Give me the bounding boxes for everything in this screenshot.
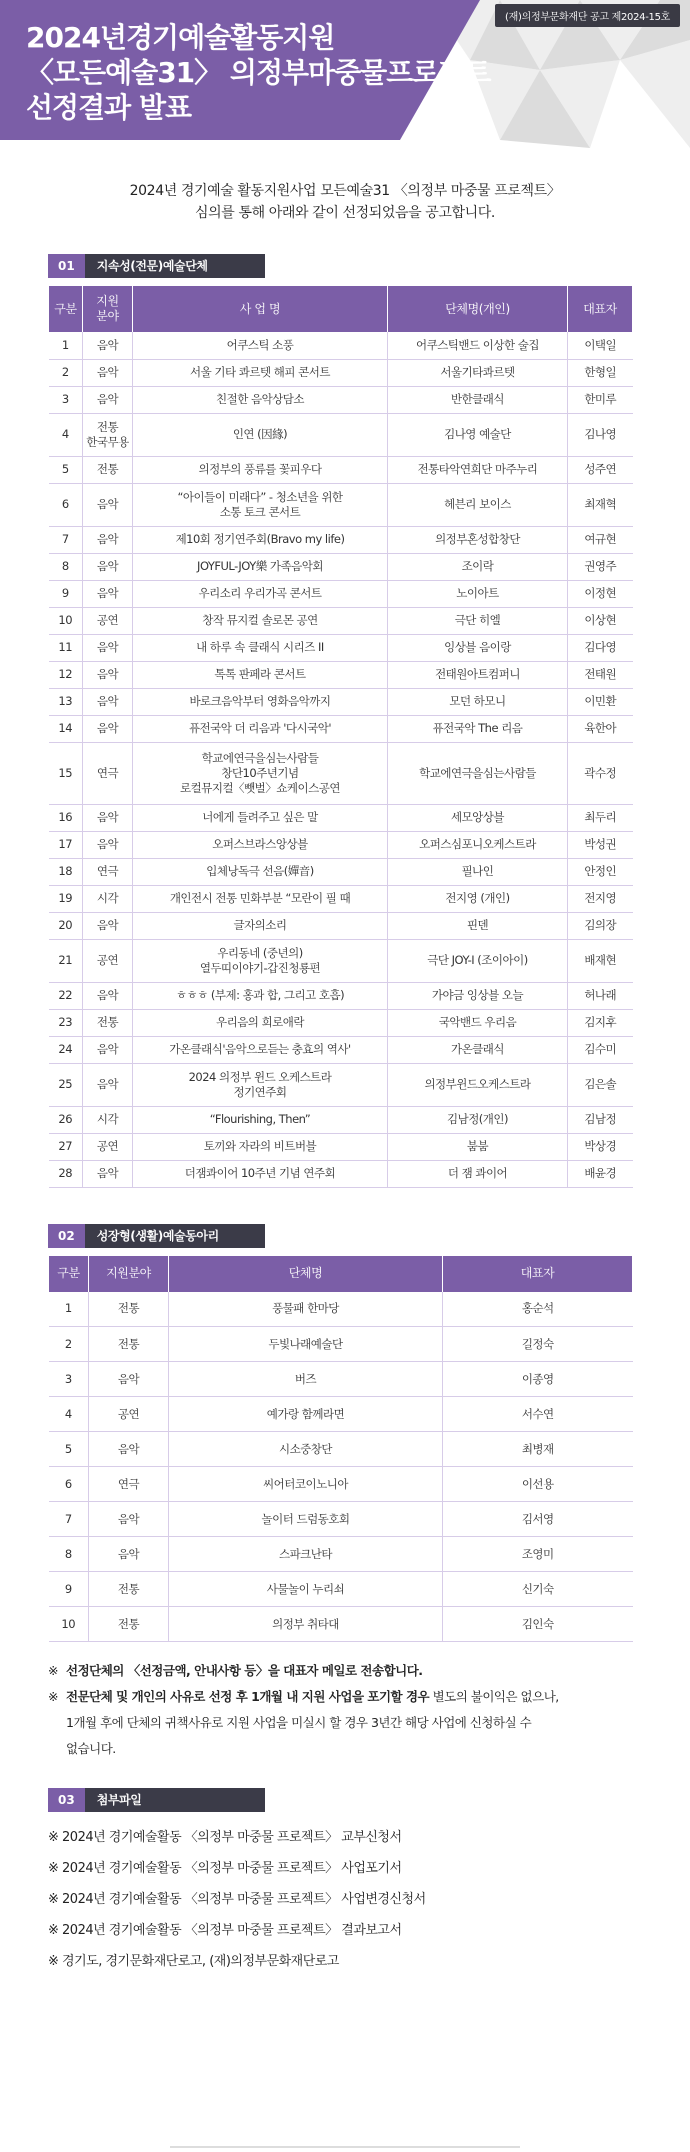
table-row (49, 634, 633, 661)
section-title: 성장형(생활)예술동아리 (85, 1224, 265, 1248)
table-cell: 28 (49, 1160, 83, 1187)
table-row (49, 1362, 633, 1397)
header-banner (0, 0, 690, 148)
column-header: 지원분야 (89, 1256, 169, 1292)
table-cell: 음악 (83, 804, 133, 831)
table-cell: 성주연 (568, 456, 633, 483)
table-cell: 제10회 정기연주회(Bravo my life) (133, 526, 388, 553)
table-cell: 예가랑 함께라면 (169, 1397, 443, 1432)
table-cell: 전통 한국무용 (83, 413, 133, 456)
table-cell: 24 (49, 1036, 83, 1063)
table-cell: 시소중창단 (169, 1432, 443, 1467)
table-cell: 가야금 잉상블 오늘 (388, 982, 568, 1009)
table-cell: JOYFUL-JOY樂 가족음악회 (133, 553, 388, 580)
table-row (49, 483, 633, 526)
table-cell: 스파크난타 (169, 1537, 443, 1572)
table-cell: 전지영 (개인) (388, 885, 568, 912)
table-cell: 시각 (83, 885, 133, 912)
table-row (49, 1009, 633, 1036)
table-cell: 8 (49, 553, 83, 580)
table-cell: 공연 (83, 1133, 133, 1160)
table-cell: 25 (49, 1063, 83, 1106)
attachment-list (48, 1822, 690, 1977)
table-row (49, 742, 633, 804)
table-cell: 바로크음악부터 영화음악까지 (133, 688, 388, 715)
table-cell: 두빛나래예술단 (169, 1327, 443, 1362)
table-cell: 세모앙상블 (388, 804, 568, 831)
title-line-3: 선정결과 발표 (26, 91, 192, 124)
table-cell: 음악 (83, 553, 133, 580)
table-row (49, 526, 633, 553)
intro-text (0, 180, 690, 224)
table-cell: 곽수정 (568, 742, 633, 804)
table-cell: 음악 (83, 634, 133, 661)
table-cell: 창작 뮤지컬 솔로몬 공연 (133, 607, 388, 634)
table-cell: 4 (49, 1397, 89, 1432)
table-cell: 김서영 (443, 1502, 633, 1537)
table-cell: 풍물패 한마당 (169, 1292, 443, 1327)
table-row (49, 1537, 633, 1572)
table-row (49, 885, 633, 912)
table-cell: 전통 (89, 1607, 169, 1642)
note-2-bold: 전문단체 및 개인의 사유로 선정 후 1개월 내 지원 사업을 포기할 경우 (66, 1689, 430, 1704)
title-line-1: 2024년경기예술활동지원 (26, 21, 335, 54)
table-cell: 음악 (83, 715, 133, 742)
table-cell: 공연 (83, 607, 133, 634)
table-cell: 국악밴드 우리음 (388, 1009, 568, 1036)
table-row (49, 982, 633, 1009)
table-cell: 17 (49, 831, 83, 858)
table-row (49, 912, 633, 939)
table-cell: 전통 (89, 1292, 169, 1327)
table-cell: 음악 (83, 332, 133, 359)
table-cell: 홍순석 (443, 1292, 633, 1327)
column-header: 대표자 (568, 286, 633, 332)
table-cell: 연극 (83, 742, 133, 804)
table-cell: 20 (49, 912, 83, 939)
table-row (49, 939, 633, 982)
table-cell: 1 (49, 1292, 89, 1327)
table-row (49, 359, 633, 386)
professional-groups-table (48, 286, 633, 1188)
column-header: 단체명(개인) (388, 286, 568, 332)
table-cell: 어쿠스틱밴드 이상한 술집 (388, 332, 568, 359)
table-cell: 김은솔 (568, 1063, 633, 1106)
table-cell: 11 (49, 634, 83, 661)
table-row (49, 804, 633, 831)
section-title: 첨부파일 (85, 1788, 265, 1812)
table-cell: 음악 (83, 526, 133, 553)
table-cell: 배재현 (568, 939, 633, 982)
table-cell: 퓨전국악 더 리음과 '다시국악' (133, 715, 388, 742)
table-row (49, 1572, 633, 1607)
table-cell: 26 (49, 1106, 83, 1133)
table-cell: 음악 (83, 912, 133, 939)
table-cell: 공연 (83, 939, 133, 982)
note-1 (48, 1658, 690, 1684)
table-cell: 연극 (83, 858, 133, 885)
table-cell: 가온클래식 (388, 1036, 568, 1063)
table-cell: 노이아트 (388, 580, 568, 607)
table-cell: 5 (49, 1432, 89, 1467)
table-cell: 이민환 (568, 688, 633, 715)
intro-line-1: 2024년 경기예술 활동지원사업 모든예술31 〈의정부 마중물 프로젝트〉 (129, 183, 561, 199)
table-cell: 음악 (83, 661, 133, 688)
table-row (49, 1106, 633, 1133)
notes (48, 1658, 690, 1762)
table-cell: 인연 (因緣) (133, 413, 388, 456)
table-cell: 김수미 (568, 1036, 633, 1063)
table-cell: 전통타악연희단 마주누리 (388, 456, 568, 483)
table-cell: 박성권 (568, 831, 633, 858)
column-header: 대표자 (443, 1256, 633, 1292)
table-cell: 헤븐리 보이스 (388, 483, 568, 526)
table-row (49, 1292, 633, 1327)
table-cell: 한형일 (568, 359, 633, 386)
table-cell: 13 (49, 688, 83, 715)
note-2 (48, 1684, 690, 1762)
section-1-label (48, 254, 690, 278)
table-cell: 2 (49, 359, 83, 386)
table-row (49, 332, 633, 359)
table-cell: 14 (49, 715, 83, 742)
table-cell: 19 (49, 885, 83, 912)
title-line-2: 〈모든예술31〉 의정부마중물프로젝트 (26, 56, 491, 89)
table-cell: 전통 (83, 1009, 133, 1036)
attachment-item[interactable]: ※ 경기도, 경기문화재단로고, (재)의정부문화재단로고 (48, 1954, 339, 1969)
table-cell: 잉상블 음이랑 (388, 634, 568, 661)
table-cell: 이정현 (568, 580, 633, 607)
note-2-line-3: 없습니다. (66, 1741, 116, 1756)
attachment-item[interactable]: ※ 2024년 경기예술활동 〈의정부 마중물 프로젝트〉 교부신청서 (48, 1830, 402, 1845)
table-row (49, 413, 633, 456)
table-cell: 음악 (89, 1502, 169, 1537)
table-cell: 오퍼스심포니오케스트라 (388, 831, 568, 858)
table-row (49, 386, 633, 413)
table-cell: 27 (49, 1133, 83, 1160)
column-header: 지원 분야 (83, 286, 133, 332)
table-cell: 너에게 들려주고 싶은 말 (133, 804, 388, 831)
table-cell: 23 (49, 1009, 83, 1036)
table-cell: 음악 (83, 982, 133, 1009)
table-cell: 2 (49, 1327, 89, 1362)
table-cell: 김남정 (568, 1106, 633, 1133)
table-cell: 학교에연극을심는사람들 창단10주년기념 로컬뮤지컬〈뺏벌〉쇼케이스공연 (133, 742, 388, 804)
table-cell: 김남정(개인) (388, 1106, 568, 1133)
table-cell: 음악 (89, 1362, 169, 1397)
table-cell: 10 (49, 1607, 89, 1642)
table-cell: 토끼와 자라의 비트버블 (133, 1133, 388, 1160)
table-row (49, 1432, 633, 1467)
table-cell: 음악 (83, 580, 133, 607)
table-cell: 서울 기타 콰르텟 해피 콘서트 (133, 359, 388, 386)
table-cell: 내 하루 속 클래식 시리즈 II (133, 634, 388, 661)
table-cell: 김나영 예술단 (388, 413, 568, 456)
section-number: 03 (48, 1788, 85, 1812)
table-cell: 6 (49, 1467, 89, 1502)
note-mark: ※ (48, 1689, 58, 1704)
table-cell: 의정부 취타대 (169, 1607, 443, 1642)
column-header: 단체명 (169, 1256, 443, 1292)
table-row (49, 1063, 633, 1106)
table-row (49, 858, 633, 885)
table-cell: 연극 (89, 1467, 169, 1502)
table-cell: 안정인 (568, 858, 633, 885)
table-cell: 서울기타콰르텟 (388, 359, 568, 386)
table-cell: 가온클래식'음악으로듣는 충효의 역사' (133, 1036, 388, 1063)
table-cell: 음악 (83, 1036, 133, 1063)
note-2-line-2: 1개월 후에 단체의 귀책사유로 지원 사업을 미실시 할 경우 3년간 해당 사업에 신청하실 수 (66, 1715, 532, 1730)
attachment-item[interactable]: ※ 2024년 경기예술활동 〈의정부 마중물 프로젝트〉 결과보고서 (48, 1923, 402, 1938)
table-cell: 음악 (83, 359, 133, 386)
table-cell: 음악 (83, 688, 133, 715)
table-cell: 16 (49, 804, 83, 831)
table-cell: 최재혁 (568, 483, 633, 526)
table-cell: 전태원 (568, 661, 633, 688)
table-cell: 이택일 (568, 332, 633, 359)
table-cell: 붐붐 (388, 1133, 568, 1160)
table-cell: 음악 (83, 1160, 133, 1187)
table-cell: 더잼콰이어 10주년 기념 연주회 (133, 1160, 388, 1187)
table-cell: 9 (49, 580, 83, 607)
note-2-rest: 별도의 불이익은 없으나, (429, 1689, 559, 1704)
table-cell: 사물놀이 누리쇠 (169, 1572, 443, 1607)
table-cell: 최병재 (443, 1432, 633, 1467)
table-row (49, 831, 633, 858)
table-cell: “아이들이 미래다” - 청소년을 위한 소통 토크 콘서트 (133, 483, 388, 526)
table-cell: 9 (49, 1572, 89, 1607)
column-header: 구분 (49, 286, 83, 332)
table-cell: 이선용 (443, 1467, 633, 1502)
table-cell: 4 (49, 413, 83, 456)
table-row (49, 553, 633, 580)
table-cell: 의정부윈드오케스트라 (388, 1063, 568, 1106)
table-cell: 길정숙 (443, 1327, 633, 1362)
table-cell: 의정부의 풍류를 꽃피우다 (133, 456, 388, 483)
table-cell: 2024 의정부 윈드 오케스트라 정기연주회 (133, 1063, 388, 1106)
table-cell: 권영주 (568, 553, 633, 580)
table-cell: 22 (49, 982, 83, 1009)
table-cell: 음악 (83, 483, 133, 526)
table-cell: 시각 (83, 1106, 133, 1133)
table-cell: 서수연 (443, 1397, 633, 1432)
table-cell: 음악 (83, 831, 133, 858)
table-cell: 음악 (89, 1432, 169, 1467)
table-row (49, 688, 633, 715)
table-cell: 18 (49, 858, 83, 885)
table-row (49, 456, 633, 483)
table-cell: 15 (49, 742, 83, 804)
table-cell: 우리동네 (중년의) 열두띠이야기-갑진청룡편 (133, 939, 388, 982)
table-cell: 박상경 (568, 1133, 633, 1160)
amateur-clubs-table (48, 1256, 633, 1643)
table-cell: 입체낭독극 선음(嬋音) (133, 858, 388, 885)
table-cell: 공연 (89, 1397, 169, 1432)
section-number: 02 (48, 1224, 85, 1248)
table-cell: 전태원아트컴퍼니 (388, 661, 568, 688)
table-cell: 김인숙 (443, 1607, 633, 1642)
table-row (49, 1467, 633, 1502)
table-cell: 친절한 음악상담소 (133, 386, 388, 413)
table-cell: 21 (49, 939, 83, 982)
table-row (49, 1133, 633, 1160)
column-header: 사 업 명 (133, 286, 388, 332)
table-cell: 전통 (83, 456, 133, 483)
table-cell: 3 (49, 1362, 89, 1397)
table-cell: 1 (49, 332, 83, 359)
table-row (49, 1160, 633, 1187)
table-cell: 12 (49, 661, 83, 688)
table-cell: 8 (49, 1537, 89, 1572)
table-cell: 김지후 (568, 1009, 633, 1036)
table-cell: 음악 (83, 386, 133, 413)
table-cell: 극단 히엘 (388, 607, 568, 634)
table-header-row (49, 1256, 633, 1292)
table-cell: 한미루 (568, 386, 633, 413)
table-cell: 필나인 (388, 858, 568, 885)
page-title (26, 20, 490, 125)
table-cell: 더 잼 콰이어 (388, 1160, 568, 1187)
table-cell: 반한클래식 (388, 386, 568, 413)
table-cell: 이종영 (443, 1362, 633, 1397)
table-cell: 배윤경 (568, 1160, 633, 1187)
table-cell: ㅎㅎㅎ (부제: 홍과 합, 그리고 호흡) (133, 982, 388, 1009)
section-2-label (48, 1224, 690, 1248)
table-row (49, 1607, 633, 1642)
table-cell: 오퍼스브라스앙상블 (133, 831, 388, 858)
table-row (49, 1502, 633, 1537)
table-cell: 허나래 (568, 982, 633, 1009)
table-header-row (49, 286, 633, 332)
table-row (49, 580, 633, 607)
table-cell: 조영미 (443, 1537, 633, 1572)
section-title: 지속성(전문)예술단체 (85, 254, 265, 278)
table-cell: 퓨전국악 The 리음 (388, 715, 568, 742)
table-cell: 10 (49, 607, 83, 634)
table-cell: 이상현 (568, 607, 633, 634)
note-mark: ※ (48, 1663, 58, 1678)
table-cell: 김다영 (568, 634, 633, 661)
attachment-item[interactable]: ※ 2024년 경기예술활동 〈의정부 마중물 프로젝트〉 사업포기서 (48, 1861, 402, 1876)
table-row (49, 715, 633, 742)
table-cell: 육한아 (568, 715, 633, 742)
table-cell: 김나영 (568, 413, 633, 456)
attachment-item[interactable]: ※ 2024년 경기예술활동 〈의정부 마중물 프로젝트〉 사업변경신청서 (48, 1892, 426, 1907)
table-cell: 신기숙 (443, 1572, 633, 1607)
table-cell: 글자의소리 (133, 912, 388, 939)
table-cell: 음악 (89, 1537, 169, 1572)
note-1-text: 선정단체의 〈선정금액, 안내사항 등〉을 대표자 메일로 전송합니다. (66, 1663, 423, 1678)
table-cell: 전통 (89, 1327, 169, 1362)
table-cell: 김의장 (568, 912, 633, 939)
table-cell: 핀덴 (388, 912, 568, 939)
table-cell: 7 (49, 1502, 89, 1537)
section-3-label (48, 1788, 690, 1812)
table-cell: 우리소리 우리가곡 콘서트 (133, 580, 388, 607)
column-header: 구분 (49, 1256, 89, 1292)
table-cell: 최두리 (568, 804, 633, 831)
table-cell: 전지영 (568, 885, 633, 912)
intro-line-2: 심의를 통해 아래와 같이 선정되었음을 공고합니다. (195, 205, 495, 221)
table-cell: 학교에연극을심는사람들 (388, 742, 568, 804)
notice-number-badge: (재)의정부문화재단 공고 제2024-15호 (495, 4, 680, 27)
table-row (49, 661, 633, 688)
table-cell: 버즈 (169, 1362, 443, 1397)
table-cell: 음악 (83, 1063, 133, 1106)
table-cell: 개인전시 전통 민화부분 “모란이 필 때 (133, 885, 388, 912)
table-cell: 우리음의 희로애락 (133, 1009, 388, 1036)
table-cell: 놀이터 드럼동호회 (169, 1502, 443, 1537)
table-cell: 전통 (89, 1572, 169, 1607)
table-cell: 의정부혼성합창단 (388, 526, 568, 553)
table-cell: 극단 JOY-I (조이아이) (388, 939, 568, 982)
table-cell: 모던 하모니 (388, 688, 568, 715)
table-cell: 3 (49, 386, 83, 413)
table-row (49, 1397, 633, 1432)
table-cell: 씨어터코이노니아 (169, 1467, 443, 1502)
table-cell: 5 (49, 456, 83, 483)
table-cell: “Flourishing, Then” (133, 1106, 388, 1133)
table-row (49, 607, 633, 634)
footer-divider (170, 2146, 520, 2148)
table-row (49, 1327, 633, 1362)
table-cell: 조이락 (388, 553, 568, 580)
table-row (49, 1036, 633, 1063)
table-cell: 6 (49, 483, 83, 526)
table-cell: 어쿠스틱 소풍 (133, 332, 388, 359)
table-cell: 톡톡 판페라 콘서트 (133, 661, 388, 688)
table-cell: 7 (49, 526, 83, 553)
table-cell: 여규현 (568, 526, 633, 553)
section-number: 01 (48, 254, 85, 278)
